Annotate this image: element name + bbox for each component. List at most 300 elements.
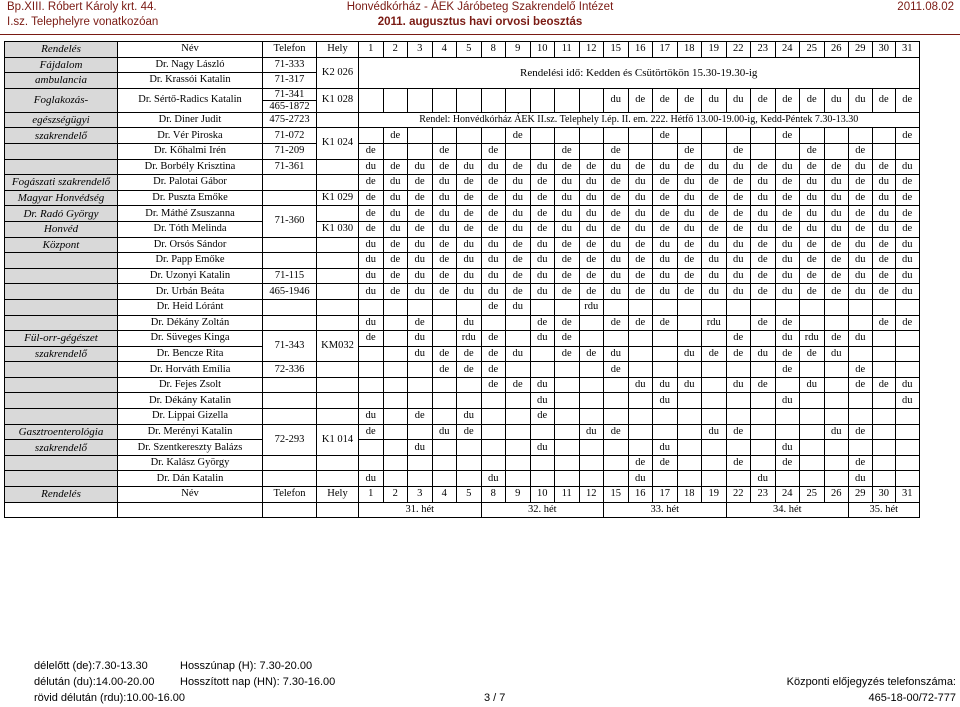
shift-cell: de (555, 346, 580, 362)
shift-cell (800, 315, 825, 331)
shift-cell: du (359, 253, 384, 269)
shift-cell: du (726, 88, 751, 112)
col-header-day: 1 (359, 487, 384, 503)
shift-cell (800, 424, 825, 440)
department-label: szakrendelő (5, 440, 118, 456)
department-label: szakrendelő (5, 346, 118, 362)
shift-cell: de (604, 143, 629, 159)
shift-cell (432, 128, 457, 144)
shift-cell (579, 88, 604, 112)
shift-cell (800, 440, 825, 456)
col-header-day: 2 (383, 42, 408, 58)
shift-cell: de (555, 315, 580, 331)
col-header-day: 16 (628, 487, 653, 503)
shift-cell: du (751, 175, 776, 191)
shift-cell (481, 409, 506, 425)
room-cell (317, 268, 359, 284)
shift-cell (432, 377, 457, 393)
table-row (5, 128, 920, 144)
shift-cell (775, 409, 800, 425)
shift-cell (432, 315, 457, 331)
shift-cell: du (702, 237, 727, 253)
table-row (5, 221, 920, 237)
shift-cell (653, 143, 678, 159)
room-cell (317, 253, 359, 269)
shift-cell: du (775, 284, 800, 300)
shift-cell: de (849, 377, 873, 393)
shift-cell: du (359, 268, 384, 284)
phone-cell: 72-336 (263, 362, 317, 378)
legend-long-day: Hosszúnap (H): 7.30-20.00 (180, 660, 313, 672)
shift-cell: du (579, 424, 604, 440)
blank-cell (5, 502, 118, 518)
col-header-day: 30 (872, 42, 896, 58)
shift-cell: de (775, 221, 800, 237)
table-row (5, 315, 920, 331)
shift-cell: du (530, 268, 555, 284)
shift-cell (555, 393, 580, 409)
col-header-day: 18 (677, 487, 702, 503)
shift-cell: de (800, 253, 825, 269)
shift-cell: de (849, 143, 873, 159)
shift-cell: de (896, 88, 920, 112)
shift-cell: du (896, 268, 920, 284)
shift-cell: de (506, 128, 531, 144)
col-header-day: 10 (530, 42, 555, 58)
shift-cell: du (702, 88, 727, 112)
shift-cell (872, 409, 896, 425)
shift-cell (896, 331, 920, 347)
shift-cell: du (530, 393, 555, 409)
shift-cell: de (677, 88, 702, 112)
room-cell (317, 206, 359, 222)
col-header-day: 3 (408, 487, 433, 503)
phone-cell (263, 175, 317, 191)
shift-cell: de (849, 175, 873, 191)
shift-cell (677, 409, 702, 425)
shift-cell: de (775, 128, 800, 144)
shift-cell: de (872, 88, 896, 112)
shift-cell (506, 315, 531, 331)
shift-cell: de (726, 221, 751, 237)
col-header-day: 11 (555, 42, 580, 58)
shift-cell (896, 409, 920, 425)
shift-cell: de (432, 237, 457, 253)
shift-cell: de (800, 143, 825, 159)
shift-cell: du (604, 159, 629, 175)
col-header-name: Név (118, 42, 263, 58)
shift-cell (628, 346, 653, 362)
shift-cell: du (751, 190, 776, 206)
shift-cell: de (457, 346, 482, 362)
shift-cell: du (775, 440, 800, 456)
shift-cell: de (726, 206, 751, 222)
shift-cell (653, 471, 678, 487)
shift-cell: du (432, 424, 457, 440)
doctor-name: Dr. Dán Katalin (118, 471, 263, 487)
header-rule (0, 34, 960, 35)
shift-cell (457, 299, 482, 315)
shift-cell: de (408, 221, 433, 237)
shift-cell (653, 346, 678, 362)
col-header-day: 15 (604, 42, 629, 58)
shift-cell: de (628, 159, 653, 175)
shift-cell: du (628, 221, 653, 237)
shift-cell: du (481, 253, 506, 269)
shift-cell: de (628, 268, 653, 284)
shift-cell: de (653, 455, 678, 471)
shift-cell (481, 424, 506, 440)
room-cell (317, 159, 359, 175)
table-row (5, 362, 920, 378)
shift-cell: de (408, 206, 433, 222)
shift-cell: de (555, 143, 580, 159)
header-date: 2011.08.02 (897, 1, 954, 13)
shift-cell: de (653, 221, 678, 237)
shift-cell: de (872, 315, 896, 331)
shift-cell (530, 362, 555, 378)
col-header-day: 8 (481, 487, 506, 503)
doctor-name: Dr. Dékány Katalin (118, 393, 263, 409)
site-line: I.sz. Telephelyre vonatkozóan (7, 16, 159, 28)
shift-cell (383, 315, 408, 331)
phone-cell: 71-343 (263, 331, 317, 362)
shift-cell (872, 331, 896, 347)
shift-cell: du (383, 175, 408, 191)
shift-cell (383, 346, 408, 362)
shift-cell: de (506, 159, 531, 175)
col-header-day: 16 (628, 42, 653, 58)
doctor-name: Dr. Puszta Emőke (118, 190, 263, 206)
shift-cell: de (359, 424, 384, 440)
room-cell: KM032 (317, 331, 359, 362)
department-cell (5, 268, 118, 284)
shift-cell: du (359, 284, 384, 300)
shift-cell: de (896, 128, 920, 144)
shift-cell: du (653, 393, 678, 409)
phone-cell (263, 377, 317, 393)
shift-cell (872, 143, 896, 159)
shift-cell: du (800, 175, 825, 191)
booking-phone-number: 465-18-00/72-777 (868, 692, 956, 704)
week-label: 32. hét (481, 502, 604, 518)
shift-cell (824, 409, 849, 425)
col-header-day: 12 (579, 42, 604, 58)
col-header-day: 15 (604, 487, 629, 503)
shift-cell: de (702, 206, 727, 222)
phone-cell: 71-317 (263, 73, 317, 89)
phone-cell: 465-1946 (263, 284, 317, 300)
shift-cell (872, 424, 896, 440)
shift-cell: de (800, 346, 825, 362)
room-cell (317, 362, 359, 378)
shift-cell: du (408, 440, 433, 456)
shift-cell: de (604, 424, 629, 440)
shift-cell: de (849, 455, 873, 471)
phone-cell (263, 237, 317, 253)
shift-cell: de (775, 206, 800, 222)
shift-cell: de (628, 253, 653, 269)
shift-cell: du (751, 346, 776, 362)
shift-cell: du (849, 237, 873, 253)
shift-cell: du (408, 159, 433, 175)
shift-cell (775, 143, 800, 159)
shift-cell (849, 299, 873, 315)
shift-cell: de (408, 315, 433, 331)
shift-cell (408, 128, 433, 144)
table-row (5, 159, 920, 175)
shift-cell: de (849, 221, 873, 237)
shift-cell: de (896, 206, 920, 222)
col-header-day: 26 (824, 42, 849, 58)
shift-cell: de (872, 159, 896, 175)
shift-cell: de (824, 268, 849, 284)
shift-cell: du (408, 237, 433, 253)
shift-cell (408, 471, 433, 487)
shift-cell (481, 455, 506, 471)
shift-cell (457, 393, 482, 409)
col-header-day: 2 (383, 487, 408, 503)
shift-cell (555, 299, 580, 315)
shift-cell: du (530, 237, 555, 253)
shift-cell: du (677, 175, 702, 191)
phone-cell (263, 299, 317, 315)
table-row (5, 331, 920, 347)
shift-cell (383, 393, 408, 409)
shift-cell: du (555, 221, 580, 237)
col-header-day: 31 (896, 42, 920, 58)
shift-cell: du (457, 253, 482, 269)
phone-cell: 72-293 (263, 424, 317, 455)
phone-cell (263, 315, 317, 331)
col-header-day: 23 (751, 42, 776, 58)
shift-cell: du (457, 409, 482, 425)
shift-cell: du (824, 175, 849, 191)
shift-cell (751, 299, 776, 315)
shift-cell: du (849, 268, 873, 284)
table-row (5, 88, 920, 112)
table-row (5, 455, 920, 471)
department-label: Gasztroenterológia (5, 424, 118, 440)
shift-cell: du (359, 159, 384, 175)
doctor-name: Dr. Vér Piroska (118, 128, 263, 144)
shift-cell (702, 299, 727, 315)
shift-cell: de (383, 128, 408, 144)
shift-cell (824, 471, 849, 487)
shift-cell (849, 393, 873, 409)
shift-cell (628, 362, 653, 378)
shift-cell: du (481, 471, 506, 487)
shift-cell: de (872, 268, 896, 284)
shift-cell: du (775, 237, 800, 253)
col-header-day: 11 (555, 487, 580, 503)
shift-cell: du (432, 221, 457, 237)
phone-cell (263, 393, 317, 409)
doctor-name: Dr. Dékány Zoltán (118, 315, 263, 331)
doctor-name: Dr. Papp Emőke (118, 253, 263, 269)
shift-cell (751, 440, 776, 456)
shift-cell: de (872, 237, 896, 253)
doctor-name: Dr. Uzonyi Katalin (118, 268, 263, 284)
shift-cell (824, 315, 849, 331)
shift-cell: de (457, 175, 482, 191)
room-cell (317, 299, 359, 315)
shift-cell: de (849, 190, 873, 206)
shift-cell: de (579, 346, 604, 362)
shift-cell (872, 128, 896, 144)
shift-cell: du (653, 377, 678, 393)
shift-cell (359, 377, 384, 393)
shift-cell (775, 377, 800, 393)
shift-cell (849, 346, 873, 362)
shift-cell (896, 299, 920, 315)
shift-cell: de (530, 190, 555, 206)
shift-cell: du (628, 471, 653, 487)
department-cell (5, 455, 118, 471)
shift-cell: du (628, 206, 653, 222)
col-header-day: 26 (824, 487, 849, 503)
shift-cell: de (604, 175, 629, 191)
shift-cell (359, 346, 384, 362)
shift-cell: de (530, 175, 555, 191)
shift-cell (530, 128, 555, 144)
col-header-day: 10 (530, 487, 555, 503)
shift-cell (653, 424, 678, 440)
shift-cell: de (824, 331, 849, 347)
shift-cell: du (579, 206, 604, 222)
department-label: Foglakozás- (5, 88, 118, 112)
shift-cell (896, 346, 920, 362)
shift-cell (702, 440, 727, 456)
shift-cell: de (653, 175, 678, 191)
shift-cell: de (677, 253, 702, 269)
shift-cell (751, 424, 776, 440)
department-cell (5, 299, 118, 315)
shift-cell: de (506, 377, 531, 393)
table-row (5, 440, 920, 456)
shift-cell (506, 440, 531, 456)
blank-cell (263, 502, 317, 518)
shift-cell (359, 362, 384, 378)
shift-cell (457, 143, 482, 159)
room-cell (317, 315, 359, 331)
shift-cell: de (579, 284, 604, 300)
shift-cell (432, 393, 457, 409)
shift-cell: du (555, 206, 580, 222)
shift-cell (628, 409, 653, 425)
shift-cell: de (775, 190, 800, 206)
shift-cell: de (604, 362, 629, 378)
shift-cell: du (481, 268, 506, 284)
col-header-day: 5 (457, 487, 482, 503)
shift-cell (824, 299, 849, 315)
shift-cell: du (824, 221, 849, 237)
shift-cell: de (628, 455, 653, 471)
department-cell (5, 362, 118, 378)
shift-cell: du (726, 159, 751, 175)
shift-cell: de (481, 206, 506, 222)
phone-cell (263, 88, 317, 112)
shift-cell: de (457, 424, 482, 440)
shift-cell: de (653, 315, 678, 331)
col-header-phone: Telefon (263, 42, 317, 58)
shift-cell: de (359, 221, 384, 237)
shift-cell: de (432, 159, 457, 175)
shift-cell (604, 455, 629, 471)
shift-cell (751, 409, 776, 425)
shift-cell: de (702, 346, 727, 362)
shift-cell: du (896, 253, 920, 269)
doctor-name: Dr. Kőhalmi Irén (118, 143, 263, 159)
shift-cell: du (653, 159, 678, 175)
shift-cell (896, 471, 920, 487)
shift-cell (751, 128, 776, 144)
shift-cell: de (408, 409, 433, 425)
shift-cell: de (530, 315, 555, 331)
shift-cell: du (506, 190, 531, 206)
shift-cell: de (359, 190, 384, 206)
shift-cell: du (628, 190, 653, 206)
room-cell: K2 026 (317, 57, 359, 88)
shift-cell (702, 471, 727, 487)
shift-cell (457, 377, 482, 393)
shift-cell: de (677, 284, 702, 300)
shift-cell: du (653, 237, 678, 253)
shift-cell: du (775, 393, 800, 409)
legend-short-afternoon: rövid délután (rdu):10.00-16.00 (34, 692, 186, 704)
shift-cell: de (775, 88, 800, 112)
doctor-name: Dr. Süveges Kinga (118, 331, 263, 347)
shift-cell: du (751, 471, 776, 487)
room-cell: K1 030 (317, 221, 359, 237)
shift-cell: de (359, 143, 384, 159)
shift-cell: de (604, 190, 629, 206)
shift-cell: de (775, 175, 800, 191)
shift-cell (383, 362, 408, 378)
shift-cell: de (628, 315, 653, 331)
shift-cell: de (677, 159, 702, 175)
doctor-name: Dr. Máthé Zsuszanna (118, 206, 263, 222)
shift-cell: du (481, 159, 506, 175)
shift-cell (726, 440, 751, 456)
shift-cell (383, 455, 408, 471)
page-header (0, 0, 960, 32)
table-row (5, 393, 920, 409)
shift-cell: de (359, 206, 384, 222)
department-label: Fájdalom (5, 57, 118, 73)
shift-cell: de (702, 221, 727, 237)
shift-cell: de (555, 159, 580, 175)
shift-cell (408, 299, 433, 315)
phone-cell: 71-360 (263, 206, 317, 237)
doctor-name: Dr. Szentkereszty Balázs (118, 440, 263, 456)
shift-cell: de (726, 175, 751, 191)
shift-cell: de (896, 221, 920, 237)
shift-cell: de (775, 346, 800, 362)
shift-cell (896, 455, 920, 471)
shift-cell (457, 128, 482, 144)
doctor-name: Dr. Orsós Sándor (118, 237, 263, 253)
table-row (5, 175, 920, 191)
shift-cell (824, 377, 849, 393)
shift-cell: du (530, 284, 555, 300)
shift-cell (702, 455, 727, 471)
shift-cell: de (457, 362, 482, 378)
shift-cell: de (726, 331, 751, 347)
shift-cell: rdu (457, 331, 482, 347)
legend-morning: délelőtt (de):7.30-13.30 (34, 660, 148, 672)
shift-cell: de (775, 315, 800, 331)
